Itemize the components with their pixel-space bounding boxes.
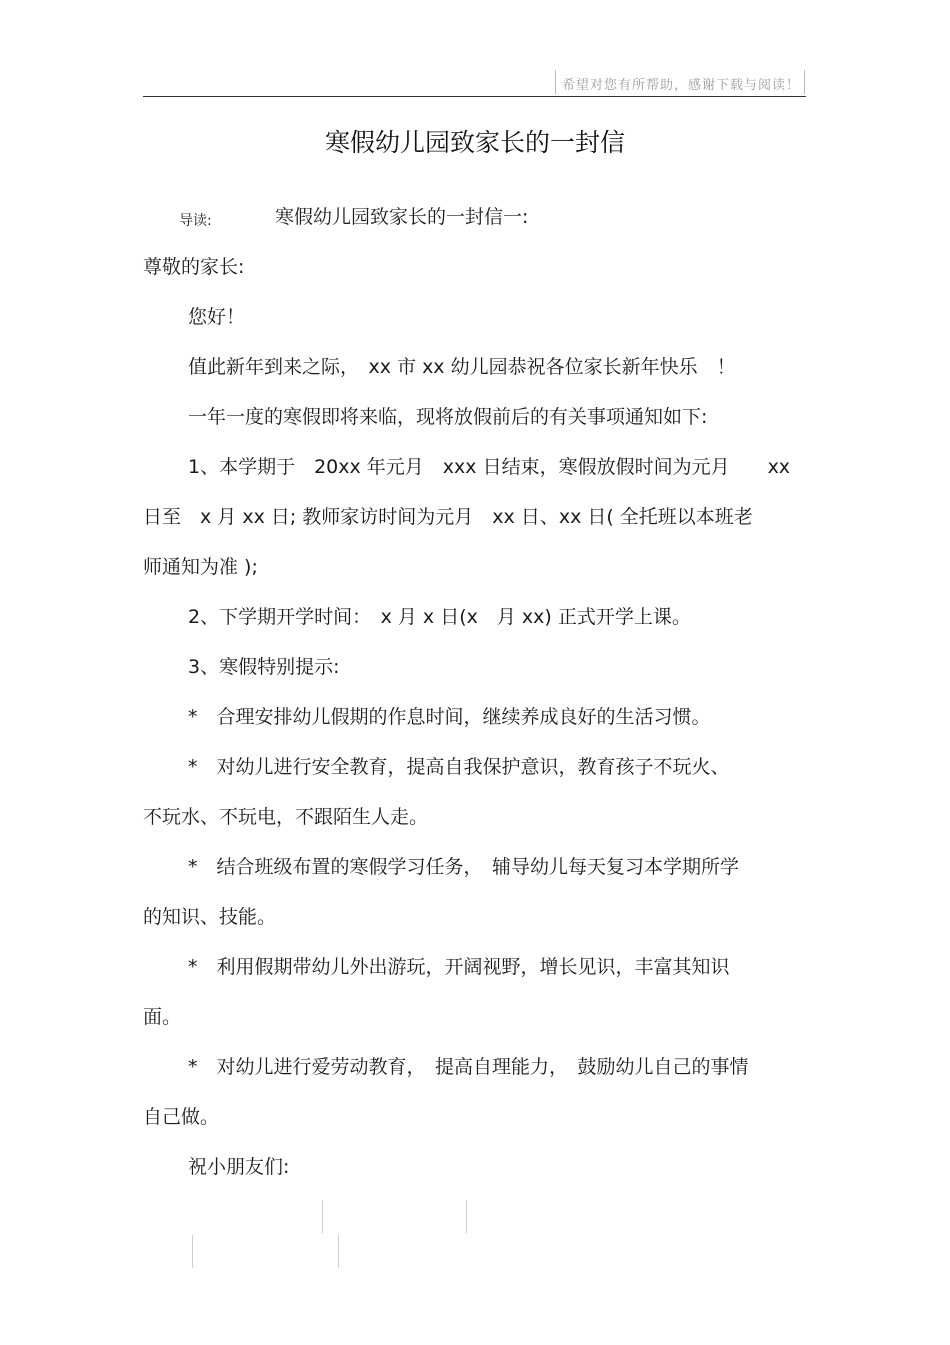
table-remnant-line [466, 1200, 467, 1233]
list-item: * 利用假期带幼儿外出游玩，开阔视野，增长见识，丰富其知识 [188, 956, 730, 978]
greeting: 您好！ [188, 306, 246, 328]
list-item-continuation: 的知识、技能。 [143, 906, 277, 928]
intro-label: 导读: [179, 213, 212, 229]
paragraph-line: 1、本学期于 20xx 年元月 xxx 日结束，寒假放假时间为元月 xx [188, 456, 791, 478]
list-item: * 对幼儿进行安全教育，提高自我保护意识，教育孩子不玩火、 [188, 756, 730, 778]
paragraph-line: 一年一度的寒假即将来临，现将放假前后的有关事项通知如下: [188, 406, 708, 428]
table-remnant-line [338, 1235, 339, 1268]
list-item: * 结合班级布置的寒假学习任务， 辅导幼儿每天复习本学期所学 [188, 856, 740, 878]
paragraph-line: 日至 x 月 xx 日; 教师家访时间为元月 xx 日、xx 日( 全托班以本班老 [143, 506, 753, 528]
intro-text: 寒假幼儿园致家长的一封信一: [275, 206, 529, 228]
paragraph-line: 3、寒假特别提示: [188, 656, 340, 678]
table-remnant-line [322, 1200, 323, 1233]
list-item-continuation: 自己做。 [143, 1106, 220, 1128]
paragraph-line: 2、下学期开学时间： x 月 x 日(x 月 xx) 正式开学上课。 [188, 606, 691, 628]
header-rule [143, 96, 806, 97]
list-item: * 合理安排幼儿假期的作息时间，继续养成良好的生活习惯。 [188, 706, 711, 728]
list-item-continuation: 不玩水、不玩电，不跟陌生人走。 [143, 806, 429, 828]
paragraph-line: 师通知为准 ); [143, 556, 258, 578]
paragraph-line: 值此新年到来之际， xx 市 xx 幼儿园恭祝各位家长新年快乐 ！ [188, 356, 736, 378]
header-tagline: 希望对您有所帮助，感谢下载与阅读！ [562, 78, 801, 93]
list-item: * 对幼儿进行爱劳动教育， 提高自理能力， 鼓励幼儿自己的事情 [188, 1056, 749, 1078]
document-title: 寒假幼儿园致家长的一封信 [324, 128, 625, 157]
table-remnant-line [192, 1235, 193, 1268]
list-item-continuation: 面。 [143, 1006, 182, 1028]
closing-line: 祝小朋友们: [188, 1156, 290, 1178]
salutation: 尊敬的家长: [143, 256, 245, 278]
